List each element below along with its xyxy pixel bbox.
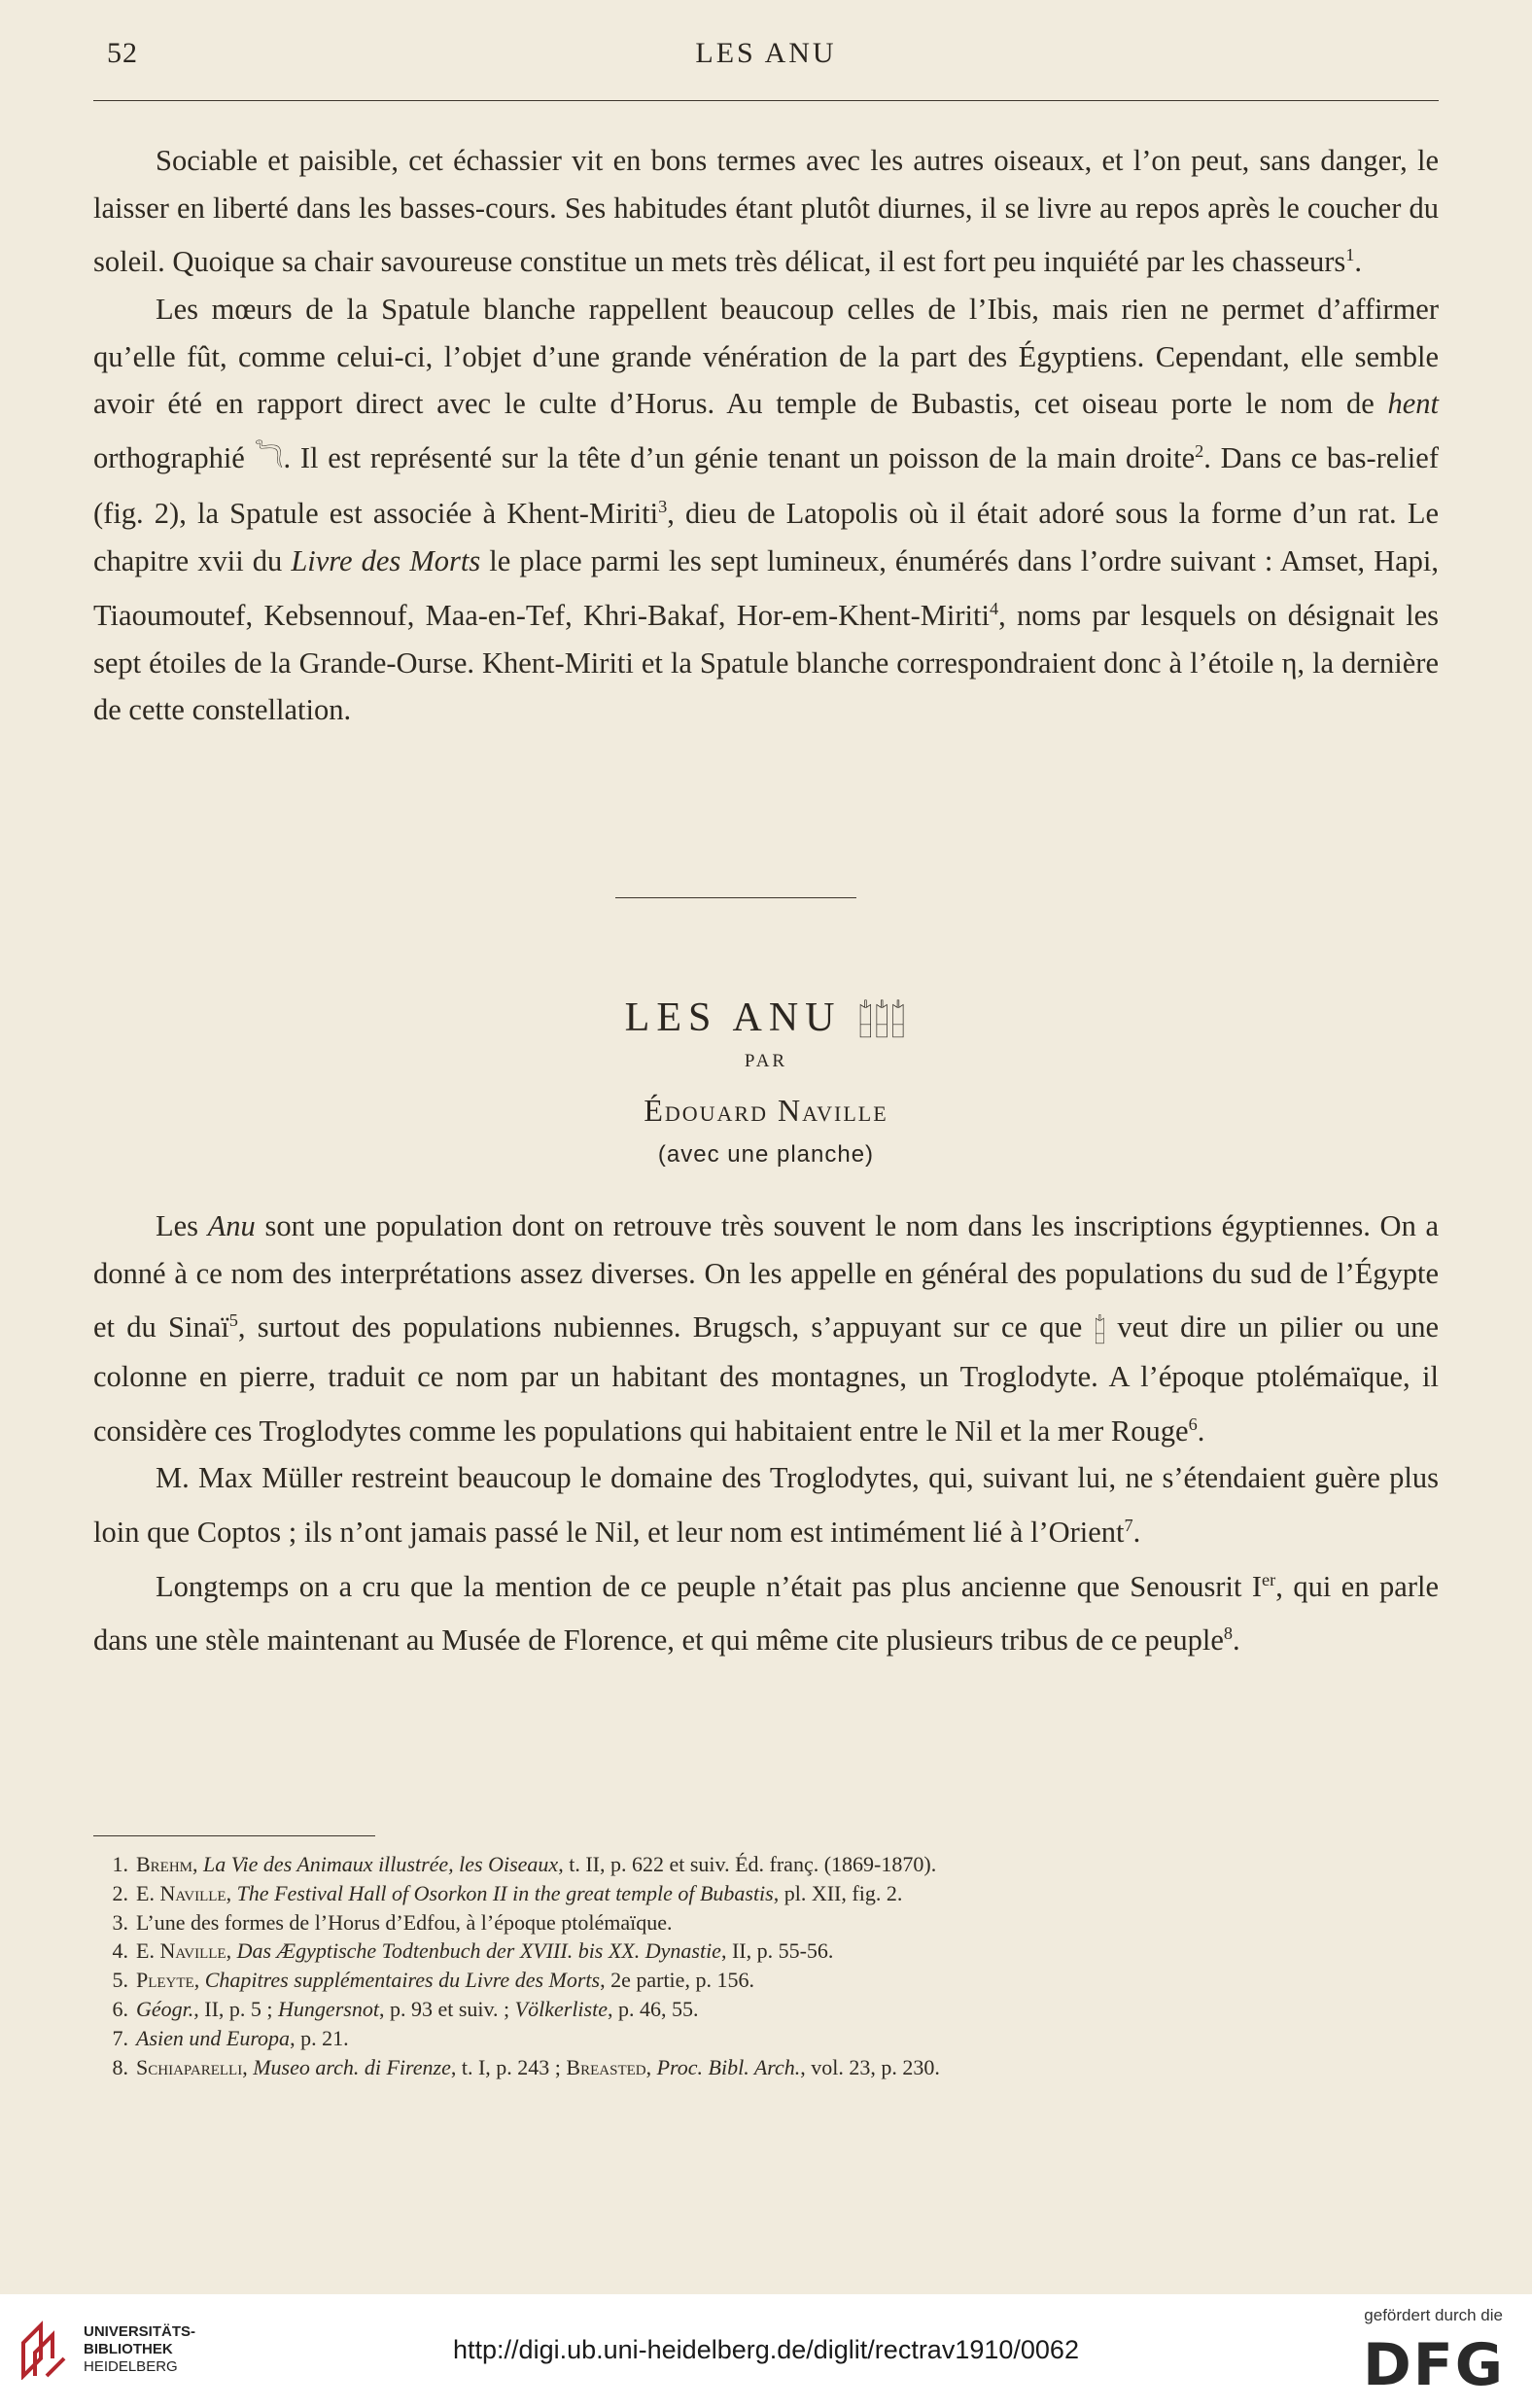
text-run: , pl. XII, fig. 2. bbox=[773, 1880, 903, 1905]
text-run: Les mœurs de la Spatule blanche rappellent beaucoup celles de l’Ibis, mais rien ne permet d’affirmer qu’elle fût, comme celui-ci, l’objet d’une grande vénération de la part des Égyptiens. Cependant, elle semble avoir été en rapport direct avec le culte d’Horus. Au temple de Bubastis, cet oiseau porte le nom de bbox=[93, 292, 1439, 421]
section-separator bbox=[615, 897, 856, 898]
italic-text: Anu bbox=[207, 1209, 256, 1242]
italic-text: hent bbox=[1387, 387, 1439, 421]
paragraph bbox=[93, 286, 1439, 734]
article-title-text: LES ANU bbox=[624, 995, 842, 1040]
text-run: Longtemps on a cru que la mention de ce peuple n’était pas plus ancienne que Senousrit I bbox=[156, 1569, 1263, 1603]
footnote-ref: 6 bbox=[1188, 1413, 1198, 1434]
footnote-ref: 2 bbox=[1195, 440, 1204, 461]
footnote-number: 6. bbox=[112, 1996, 128, 2021]
text-run: . Dans ce bas-relief (fig. 2), la Spatule est associée à Khent-Miriti bbox=[93, 440, 1439, 531]
author-name-smallcaps: Naville bbox=[159, 1938, 226, 1964]
footnote-ref: 5 bbox=[228, 1310, 238, 1331]
footnote bbox=[112, 1966, 1439, 1995]
text-run: . bbox=[1197, 1413, 1205, 1448]
footnote-number: 8. bbox=[112, 2054, 128, 2079]
footnote-number: 7. bbox=[112, 2025, 128, 2050]
page-number: 52 bbox=[107, 37, 138, 69]
text-run: le place parmi les sept lumineux, énumérés dans l’ordre suivant : Amset, Hapi, Tiaoumoutef, Kebsennouf, Maa-en-Tef, Khri-Bakaf, Hor-em-Khent-Miriti bbox=[93, 544, 1439, 632]
body-text-anu bbox=[93, 1203, 1439, 1664]
text-run: . Il est représenté sur la tête d’un génie tenant un poisson de la main droite bbox=[283, 440, 1196, 474]
footnote bbox=[112, 2053, 1439, 2082]
dfg-logo[interactable]: DFG bbox=[1362, 2331, 1505, 2399]
text-run: Les bbox=[156, 1209, 208, 1242]
viewer-footer bbox=[0, 2294, 1532, 2408]
text-run: . bbox=[1354, 245, 1363, 279]
footnote-number: 3. bbox=[112, 1909, 128, 1935]
footnote bbox=[112, 1908, 1439, 1937]
text-run: , noms par lesquels on désignait les sept étoiles de la Grande-Ourse. Khent-Miriti et la Spatule blanche correspondraient donc à l’étoile η, la dernière de cette constellation. bbox=[93, 598, 1440, 727]
paragraph bbox=[93, 1556, 1439, 1665]
footnote bbox=[112, 1850, 1439, 1879]
paragraph bbox=[93, 1203, 1439, 1454]
italic-text: Géogr. bbox=[136, 1996, 194, 2021]
funding-note: gefördert durch die bbox=[1364, 2306, 1503, 2324]
italic-text: Chapitres supplémentaires du Livre des Morts bbox=[204, 1968, 601, 1993]
text-run: . bbox=[1233, 1623, 1240, 1658]
text-run: , p. 93 et suiv. ; bbox=[378, 1996, 515, 2021]
footnote-ref: 1 bbox=[1345, 245, 1355, 265]
running-head: LES ANU bbox=[695, 37, 837, 69]
text-run: , bbox=[645, 2054, 657, 2079]
italic-text: Livre des Morts bbox=[291, 544, 481, 578]
footnote bbox=[112, 1937, 1439, 1966]
text-run: , bbox=[193, 1968, 205, 1993]
text-run: M. Max Müller restreint beaucoup le domaine des Troglodytes, qui, suivant lui, ne s’étendaient guère plus loin que Coptos ; ils n’ont jamais passé le Nil, et leur nom est intimément lié à l’Orient bbox=[93, 1461, 1439, 1550]
page-header bbox=[93, 37, 1439, 76]
author-name-smallcaps: Naville bbox=[159, 1880, 226, 1905]
text-run: L’une des formes de l’Horus d’Edfou, à l’époque ptolémaïque. bbox=[136, 1909, 673, 1935]
text-run: , t. I, p. 243 ; bbox=[450, 2054, 567, 2079]
text-run: . bbox=[1132, 1516, 1141, 1550]
library-name: UNIVERSITÄTS- BIBLIOTHEK HEIDELBERG bbox=[84, 2323, 196, 2375]
article-title bbox=[0, 982, 1532, 1041]
footnote-number: 2. bbox=[112, 1880, 128, 1905]
footnote-ref: er bbox=[1262, 1569, 1276, 1589]
paragraph bbox=[93, 137, 1439, 286]
byline-par: PAR bbox=[744, 1051, 788, 1071]
author-name-smallcaps: Brehm bbox=[136, 1852, 193, 1876]
footnote bbox=[112, 1995, 1439, 2024]
italic-text: The Festival Hall of Osorkon II in the great temple of Bubastis bbox=[236, 1880, 774, 1905]
italic-text: Museo arch. di Firenze bbox=[253, 2054, 451, 2079]
italic-text: La Vie des Animaux illustrée, les Oiseaux bbox=[203, 1852, 559, 1876]
footnote-number: 1. bbox=[112, 1852, 128, 1876]
text-run: orthographié bbox=[93, 440, 255, 474]
header-rule bbox=[93, 100, 1439, 101]
text-run: sont une population dont on retrouve très souvent le nom dans les inscriptions égyptiennes. On a donné à ce nom des interprétations assez diverses. On les appelle en général des populations du sud de l’Égypte et du Sinaï bbox=[93, 1209, 1439, 1344]
italic-text: Hungersnot bbox=[278, 1996, 379, 2021]
text-run: , 2e partie, p. 156. bbox=[600, 1968, 754, 1993]
text-run: Sociable et paisible, cet échassier vit en bons termes avec les autres oiseaux, et l’on peut, sans danger, le laisser en liberté dans les basses-cours. Ses habitudes étant plutôt diurnes, il se livre au repos après le coucher du soleil. Quoique sa chair savoureuse constitue un mets très délicat, il est fort peu inquiété par les chasseurs bbox=[93, 144, 1439, 279]
author-name-smallcaps: Schiaparelli bbox=[136, 2054, 243, 2079]
text-run: , II, p. 55-56. bbox=[720, 1938, 834, 1964]
italic-text: Proc. Bibl. Arch. bbox=[656, 2054, 801, 2079]
footnote-ref: 8 bbox=[1223, 1623, 1233, 1644]
article-subtitle: (avec une planche) bbox=[657, 1141, 875, 1168]
author-name: Édouard Naville bbox=[644, 1093, 888, 1128]
hieroglyph-icon: 𓉺 bbox=[1094, 1313, 1106, 1344]
text-run: , bbox=[242, 2054, 254, 2079]
author-name-smallcaps: Breasted bbox=[566, 2054, 646, 2079]
text-run: , dieu de Latopolis où il était adoré sous la forme d’un rat. Le chapitre xvii du bbox=[93, 497, 1439, 578]
footnotes bbox=[112, 1850, 1439, 2081]
italic-text: Asien und Europa bbox=[136, 2025, 291, 2050]
footnote bbox=[112, 2024, 1439, 2053]
footnote-number: 5. bbox=[112, 1968, 128, 1993]
text-run: , t. II, p. 622 et suiv. Éd. franç. (1869-1870). bbox=[558, 1852, 937, 1876]
paragraph bbox=[93, 1454, 1439, 1555]
italic-text: Das Ægyptische Todtenbuch der XVIII. bis XX. Dynastie bbox=[236, 1938, 721, 1964]
text-run: , vol. 23, p. 230. bbox=[800, 2054, 940, 2079]
author-name-smallcaps: Pleyte bbox=[136, 1968, 194, 1993]
footnote bbox=[112, 1879, 1439, 1908]
footnote-number: 4. bbox=[112, 1938, 128, 1964]
text-run: , bbox=[226, 1938, 237, 1964]
text-run: , II, p. 5 ; bbox=[193, 1996, 279, 2021]
title-hieroglyphs-icon: 𓉺𓉺𓉺 bbox=[858, 997, 908, 1036]
footnote-rule bbox=[93, 1835, 375, 1836]
text-run: , bbox=[226, 1880, 237, 1905]
text-run: , p. 46, 55. bbox=[607, 1996, 699, 2021]
footnote-ref: 4 bbox=[989, 598, 999, 618]
footnote-ref: 7 bbox=[1124, 1515, 1133, 1535]
text-run: veut dire un pilier ou une colonne en pierre, traduit ce nom par un habitant des montagnes, un Troglodyte. A l’époque ptolémaïque, il considère ces Troglodytes comme les populations qui habitaient entre le Nil et la mer Rouge bbox=[93, 1310, 1439, 1448]
footnote-ref: 3 bbox=[658, 497, 668, 517]
italic-text: Völkerliste bbox=[514, 1996, 608, 2021]
text-run: E. bbox=[136, 1938, 160, 1964]
text-run: , qui en parle dans une stèle maintenant au Musée de Florence, et qui même cite plusieurs tribus de ce peuple bbox=[93, 1569, 1439, 1658]
text-run: , p. 21. bbox=[290, 2025, 349, 2050]
text-run: , surtout des populations nubiennes. Brugsch, s’appuyant sur ce que bbox=[237, 1310, 1095, 1344]
body-text-spatule bbox=[93, 137, 1439, 734]
text-run: E. bbox=[136, 1880, 160, 1905]
permalink-url[interactable]: http://digi.ub.uni-heidelberg.de/diglit/rectrav1910/0062 bbox=[453, 2335, 1079, 2364]
text-run: , bbox=[192, 1852, 204, 1876]
hieroglyph-icon: 𓆓 bbox=[254, 443, 284, 474]
